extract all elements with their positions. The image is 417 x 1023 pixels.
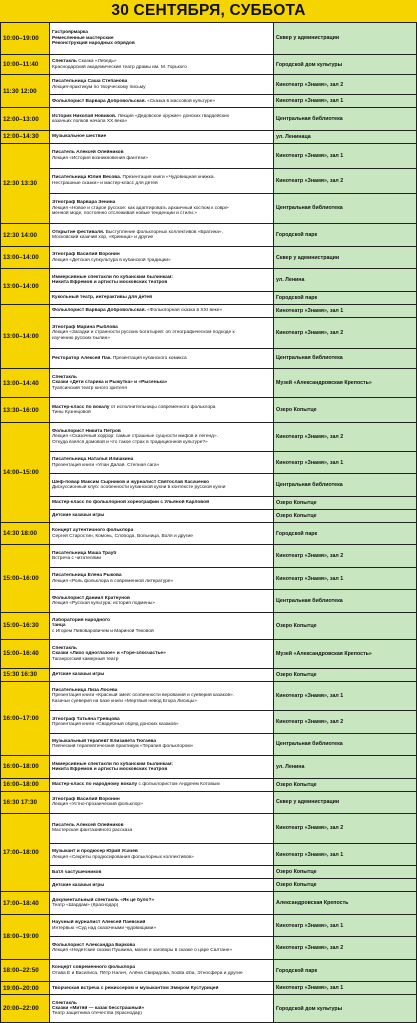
- table-row: [1, 246, 417, 269]
- table-row: [1, 423, 417, 451]
- event-line: Лекция-практикум по творческому письму: [52, 84, 146, 90]
- event-line: Гастроярмарка: [52, 30, 88, 36]
- table-row: [1, 130, 417, 143]
- time-cell: 18:00–19:00: [1, 914, 50, 959]
- venue-cell: Кинотеатр «Знамя», зал 1: [274, 304, 417, 317]
- event-line: Детские казачьи игры: [52, 882, 105, 888]
- venue-cell: Городской парк: [274, 959, 417, 982]
- table-row: [1, 368, 417, 398]
- venue-cell: Озеро Копытце: [274, 879, 417, 892]
- event-cell: [50, 567, 274, 590]
- event-cell: [50, 733, 274, 756]
- time-cell: 20:00–22:00: [1, 995, 50, 1023]
- venue-cell: Сквер у администрации: [274, 23, 417, 55]
- event-cell: [50, 398, 274, 423]
- venue-cell: Центральная библиотека: [274, 590, 417, 613]
- event-line: Лекция «Устно-прозаический фольклор»: [52, 802, 143, 808]
- venue-cell: Сквер у администрации: [274, 791, 417, 814]
- table-row: [1, 522, 417, 545]
- event-line: Сказки «Лихо одноглазое» и «Горе-злосчастье»: [52, 651, 166, 657]
- event-line: Ремесленные мастерские: [52, 35, 114, 41]
- table-row: [1, 879, 417, 892]
- event-line: Этнограф Варвара Зенина: [52, 200, 116, 206]
- event-line: Писательница Саша Степанова: [52, 79, 128, 85]
- event-title: Мастер-класс по народному вокалу: [52, 781, 139, 787]
- event-line: Писательница Наталья Илишкина: [52, 457, 134, 463]
- event-cell: [50, 879, 274, 892]
- event-cell: [50, 130, 274, 143]
- table-row: [1, 733, 417, 756]
- event-cell: [50, 640, 274, 668]
- table-row: [1, 398, 417, 423]
- event-cell: [50, 95, 274, 108]
- venue-cell: Озеро Копытце: [274, 778, 417, 791]
- event-cell: [50, 496, 274, 509]
- venue-cell: Кинотеатр «Знамя», зал 2: [274, 711, 417, 734]
- event-cell: [50, 368, 274, 398]
- event-line: [52, 308, 271, 313]
- table-row: [1, 843, 417, 866]
- venue-cell: Городской дом культуры: [274, 54, 417, 74]
- table-row: [1, 778, 417, 791]
- venue-cell: Кинотеатр «Знамя», зал 1: [274, 843, 417, 866]
- event-line: Лекция «Загадки и странности русских богатырей: об этнографическом подходе к: [52, 330, 235, 336]
- event-line: изучению русских былин»: [52, 335, 110, 341]
- event-cell: [50, 590, 274, 613]
- event-cell: [50, 681, 274, 711]
- time-cell: 13:00–14:00: [1, 304, 50, 368]
- table-row: [1, 791, 417, 814]
- venue-cell: Озеро Копытце: [274, 866, 417, 879]
- table-row: [1, 75, 417, 95]
- event-line: Спектакль: [52, 375, 77, 381]
- event-line: Певческий терапевтический практикум «Терапия фольклором»: [52, 744, 194, 750]
- event-line: Лекция «История возникновения фантези»: [52, 155, 148, 161]
- event-description: Презентация книги «Чудовищная книжка.: [122, 175, 215, 181]
- table-row: [1, 681, 417, 711]
- table-row: [1, 590, 417, 613]
- venue-cell: Озеро Копытце: [274, 398, 417, 423]
- venue-cell: Кинотеатр «Знамя», зал 2: [274, 937, 417, 960]
- event-cell: [50, 522, 274, 545]
- table-row: [1, 54, 417, 74]
- event-cell: [50, 982, 274, 995]
- time-cell: 15:00–16:00: [1, 545, 50, 613]
- event-title: Историк Николай Новиков.: [52, 113, 118, 119]
- table-row: [1, 496, 417, 509]
- time-cell: 13:00–14:40: [1, 368, 50, 398]
- venue-cell: ул. Ленинаца: [274, 130, 417, 143]
- table-row: [1, 545, 417, 568]
- event-cell: [50, 814, 274, 844]
- venue-cell: Озеро Копытце: [274, 612, 417, 639]
- venue-cell: Кинотеатр «Знамя», зал 2: [274, 168, 417, 193]
- event-cell: [50, 304, 274, 317]
- event-line: Сергей Старостин, Комонь, Слобода, Вольница, Воля и другие: [52, 533, 193, 539]
- table-row: [1, 108, 417, 131]
- event-line: Театр защитника отечества (Краснодар): [52, 1011, 142, 1017]
- event-cell: [50, 224, 274, 247]
- event-line: Спектакль: [52, 1000, 77, 1006]
- event-cell: [50, 711, 274, 734]
- event-line: [52, 99, 271, 104]
- event-description: от исполнительницы современного фольклора: [110, 405, 216, 411]
- event-line: Отава Ё и Василиса, Пётр Налич, Алёна Свиридова, hodila izba, Этносфера и другие: [52, 970, 243, 976]
- time-cell: 10:00–11:40: [1, 54, 50, 74]
- time-cell: 16:00–18:00: [1, 778, 50, 791]
- time-cell: 12:00–14:30: [1, 130, 50, 143]
- event-line: танца: [52, 623, 66, 629]
- table-row: [1, 269, 417, 292]
- table-row: [1, 23, 417, 55]
- event-description: Презентация кубанского комикса: [112, 355, 187, 361]
- event-line: [52, 782, 271, 787]
- event-line: менной моде, постоянно отслеживая новые тенденции и стили.»: [52, 211, 197, 217]
- event-cell: [50, 108, 274, 131]
- event-line: Писательница Елена Рыкова: [52, 573, 122, 579]
- venue-cell: Центральная библиотека: [274, 733, 417, 756]
- event-line: Фольклорист Александра Баркова: [52, 942, 136, 948]
- event-line: Краснодарский академический театр драмы им. М. Горького: [52, 64, 187, 70]
- event-title: Открытие фестиваля.: [52, 229, 106, 235]
- event-line: Детские казачьи игры: [52, 671, 105, 677]
- time-cell: 15:30 16:30: [1, 668, 50, 681]
- table-row: [1, 95, 417, 108]
- event-line: Встреча с читателями: [52, 556, 102, 562]
- table-row: [1, 892, 417, 915]
- venue-cell: Сквер у администрации: [274, 246, 417, 269]
- event-line: Писатель Алексей Олейников: [52, 823, 124, 829]
- event-description: «Фольклорная сказка в XXI веке»: [147, 308, 223, 314]
- event-line: Лекция «Новое и старое русское: как адаптировать архаичный костюм к совре-: [52, 205, 230, 211]
- event-cell: [50, 791, 274, 814]
- event-line: Презентация книги «Улан Далай. Степная сага»: [52, 462, 160, 468]
- venue-cell: Кинотеатр «Знамя», зал 1: [274, 914, 417, 937]
- event-cell: [50, 937, 274, 960]
- event-line: Иммерсивные спектакли по кубанским былинкам:: [52, 274, 173, 280]
- event-line: Кукольный театр, интерактивы для детей: [52, 295, 153, 301]
- event-cell: [50, 778, 274, 791]
- table-row: [1, 304, 417, 317]
- table-row: [1, 474, 417, 497]
- table-row: [1, 168, 417, 193]
- venue-cell: Городской парк: [274, 291, 417, 304]
- time-cell: 12:00–13:00: [1, 108, 50, 131]
- event-description: Лекция «Дедовское оружие» донских гвардейских: [117, 113, 230, 119]
- event-cell: [50, 668, 274, 681]
- venue-cell: Озеро Копытце: [274, 496, 417, 509]
- time-cell: 10:00–19:00: [1, 23, 50, 55]
- time-cell: 18:00–22:50: [1, 959, 50, 982]
- event-cell: [50, 269, 274, 292]
- event-line: Детские казачьи игры: [52, 513, 105, 519]
- event-line: Лекция «Сказочный хоррор: самые страшные сущности мифов и легенд».: [52, 434, 218, 440]
- event-line: Никита Ефремов и артисты московских театров: [52, 280, 168, 286]
- schedule-table: [0, 22, 417, 1023]
- time-cell: 17:00–18:40: [1, 892, 50, 915]
- event-cell: [50, 23, 274, 55]
- event-line: Творческая встреча с режиссером и музыкантом Эмиром Кустурицей: [52, 985, 219, 991]
- event-cell: [50, 914, 274, 937]
- event-line: Никита Ефремов и артисты московских театров: [52, 766, 168, 772]
- table-row: [1, 193, 417, 224]
- event-cell: [50, 423, 274, 451]
- venue-cell: Озеро Копытце: [274, 509, 417, 522]
- time-cell: 12:30 14:00: [1, 224, 50, 247]
- table-row: [1, 914, 417, 937]
- event-description: Выступление фольклорных коллективов «Братина»,: [105, 229, 223, 235]
- event-line: Научный журналист Алексей Паевский: [52, 920, 146, 926]
- event-line: Шеф-повар Максим Сырников и журналист Святослав Касаченко: [52, 479, 210, 485]
- time-cell: 15:00–16:30: [1, 612, 50, 639]
- event-title: Ресторатор Алексей Пак.: [52, 355, 113, 361]
- event-cell: [50, 474, 274, 497]
- event-line: Этнограф Татьяна Гревцова: [52, 716, 120, 722]
- event-cell: [50, 509, 274, 522]
- event-line: Документальный спектакль «Як це було?»: [52, 897, 155, 903]
- venue-cell: Кинотеатр «Знамя», зал 1: [274, 143, 417, 168]
- event-line: Реконструкция народных обрядов: [52, 41, 135, 47]
- event-cell: [50, 756, 274, 779]
- table-row: [1, 567, 417, 590]
- event-cell: [50, 959, 274, 982]
- venue-cell: Кинотеатр «Знамя», зал 2: [274, 75, 417, 95]
- event-cell: [50, 54, 274, 74]
- event-line: Лаборатория народного: [52, 617, 110, 623]
- event-line: Нестрашные сказки» и мастер-класс для детей: [52, 180, 158, 186]
- event-cell: [50, 291, 274, 304]
- event-line: Мастер-класс по фольклорной хореографии с Ульяной Карловой: [52, 500, 210, 506]
- table-row: [1, 937, 417, 960]
- event-line: Этнограф Василий Воронин: [52, 797, 120, 803]
- event-line: Писатель Алексей Олейников: [52, 150, 124, 156]
- table-row: [1, 224, 417, 247]
- event-line: Откуда взялся домовой и что такое страх в традиционной культуре?»: [52, 439, 208, 445]
- event-line: Батл частушечников: [52, 869, 102, 875]
- time-cell: 17:00–18:00: [1, 814, 50, 892]
- venue-cell: ул. Ленина: [274, 756, 417, 779]
- event-title: Писательница Юлия Весова.: [52, 175, 123, 181]
- event-line: Казачьи суеверия на базе книги «Мертвый невод Егора Лисицы»: [52, 698, 197, 704]
- venue-cell: Кинотеатр «Знамя», зал 2: [274, 545, 417, 568]
- event-line: Московский казачий хор, «Криница» и другие: [52, 235, 154, 241]
- venue-cell: Центральная библиотека: [274, 474, 417, 497]
- event-line: Презентация книги «Красный змей: особенности верований и суеверий казаков».: [52, 693, 235, 699]
- event-line: Презентация книги «Свадебный обряд донских казаков»: [52, 721, 179, 727]
- event-title: Спектакль: [52, 59, 79, 65]
- event-cell: [50, 143, 274, 168]
- venue-cell: Музей «Александровская Крепость»: [274, 640, 417, 668]
- event-line: Этнограф Марина Рыблова: [52, 324, 118, 330]
- venue-cell: Кинотеатр «Знамя», зал 2: [274, 423, 417, 451]
- venue-cell: Кинотеатр «Знамя», зал 1: [274, 982, 417, 995]
- venue-cell: Музей «Александровская Крепость»: [274, 368, 417, 398]
- event-line: Концерт аутентичного фольклора: [52, 528, 134, 534]
- event-line: Писательница Лиза Лосева: [52, 687, 118, 693]
- event-line: Мастерская фантазийного рассказа: [52, 828, 133, 834]
- time-cell: 13:00–14:00: [1, 246, 50, 269]
- table-row: [1, 451, 417, 474]
- time-cell: 14:30 18:00: [1, 522, 50, 545]
- table-row: [1, 143, 417, 168]
- event-line: с Игорем Пивоваровичем и Мариной Тековой: [52, 628, 154, 634]
- event-cell: [50, 866, 274, 879]
- event-line: Иммерсивные спектакли по кубанским былинкам:: [52, 761, 173, 767]
- venue-cell: Кинотеатр «Знамя», зал 1: [274, 681, 417, 711]
- event-description: «Сказка в массовой культуре»: [147, 98, 216, 104]
- event-title: Фольклорист Варвара Добровольская.: [52, 98, 148, 104]
- event-cell: [50, 843, 274, 866]
- event-cell: [50, 246, 274, 269]
- table-row: [1, 866, 417, 879]
- event-line: Лекция «Секреты продюсирования фольклорных коллективов»: [52, 854, 194, 860]
- event-line: Лекция «Роль фольклора в современной литературе»: [52, 578, 174, 584]
- event-line: Театр «Шардам» (Краснодар): [52, 903, 119, 909]
- event-line: Музыкальный терапевт Елизавета Тюгаева: [52, 739, 157, 744]
- event-line: [52, 356, 271, 361]
- event-description: с фольклористом Андреем Котовым: [138, 781, 220, 787]
- event-line: Сказки «Митяй — казак бесстрашный»: [52, 1005, 145, 1011]
- event-cell: [50, 317, 274, 348]
- time-cell: 16:00–18:00: [1, 756, 50, 779]
- event-cell: [50, 193, 274, 224]
- venue-cell: Городской парк: [274, 522, 417, 545]
- event-line: Дискуссионный клуб: особенности кубанской кухни в контексте русской кухни: [52, 485, 226, 491]
- event-line: Фольклорист Даниил Кратнунов: [52, 595, 130, 601]
- event-line: Интервью «Суд над сказочными чудовищами»: [52, 925, 157, 931]
- event-cell: [50, 168, 274, 193]
- table-row: [1, 348, 417, 368]
- event-cell: [50, 892, 274, 915]
- event-line: Лекция «Русская культура: история подмены»: [52, 601, 155, 607]
- event-line: Таганрогский камерный театр: [52, 656, 119, 662]
- event-line: Концерт современного фольклора: [52, 965, 136, 971]
- table-row: [1, 612, 417, 639]
- event-line: Спектакль: [52, 645, 77, 651]
- event-line: Лекция «Детская субкультура в кубанской традиции»: [52, 257, 171, 263]
- venue-cell: Городской парк: [274, 224, 417, 247]
- table-row: [1, 291, 417, 304]
- event-line: Туапсинский театр юного зрителя: [52, 385, 127, 391]
- venue-cell: Кинотеатр «Знамя», зал 1: [274, 95, 417, 108]
- event-cell: [50, 75, 274, 95]
- time-cell: 16:30 17:30: [1, 791, 50, 814]
- venue-cell: Кинотеатр «Знамя», зал 2: [274, 814, 417, 844]
- table-row: [1, 640, 417, 668]
- event-line: Писательница Маша Трауб: [52, 550, 117, 556]
- event-line: казачьих полков начала XX века»: [52, 119, 128, 125]
- event-line: Тины Кузнецовой: [52, 410, 91, 416]
- table-row: [1, 711, 417, 734]
- table-row: [1, 317, 417, 348]
- venue-cell: Городской дом культуры: [274, 995, 417, 1023]
- time-cell: 11:30 12:00: [1, 75, 50, 108]
- event-line: Фольклорист Никита Петров: [52, 428, 121, 434]
- venue-cell: Центральная библиотека: [274, 348, 417, 368]
- event-line: Музыкант и продюсер Юрий Усачев: [52, 849, 138, 855]
- venue-cell: Центральная библиотека: [274, 108, 417, 131]
- table-row: [1, 814, 417, 844]
- event-cell: [50, 995, 274, 1023]
- time-cell: 12:30 13:30: [1, 143, 50, 224]
- venue-cell: ул. Ленина: [274, 269, 417, 292]
- table-row: [1, 668, 417, 681]
- time-cell: 15:00–16:40: [1, 640, 50, 668]
- event-line: Лекция «Недетские сказки Пушкина, магия и заговоры в сказке о царе Салтане»: [52, 948, 233, 954]
- event-cell: [50, 348, 274, 368]
- event-title: Мастер-класс по вокалу: [52, 405, 111, 411]
- time-cell: 16:00–17:00: [1, 681, 50, 756]
- venue-cell: Озеро Копытце: [274, 668, 417, 681]
- event-line: Этнограф Василий Воронин: [52, 252, 120, 258]
- venue-cell: Кинотеатр «Знамя», зал 1: [274, 567, 417, 590]
- time-cell: 19:00–20:00: [1, 982, 50, 995]
- table-row: [1, 756, 417, 779]
- table-row: [1, 959, 417, 982]
- time-cell: 13:00–14:00: [1, 269, 50, 305]
- table-row: [1, 982, 417, 995]
- table-row: [1, 509, 417, 522]
- event-title: Фольклорист Варвара Добровольская.: [52, 308, 148, 314]
- event-cell: [50, 545, 274, 568]
- event-line: Музыкальное шествие: [52, 134, 107, 140]
- event-cell: [50, 451, 274, 474]
- event-line: Сказки «Дети старика и Рыжутка» и «Рысенька»: [52, 380, 168, 386]
- event-description: Сказка «Лебедь»: [78, 59, 117, 65]
- venue-cell: Кинотеатр «Знамя», зал 1: [274, 451, 417, 474]
- time-cell: 14:00–15:00: [1, 423, 50, 522]
- event-cell: [50, 612, 274, 639]
- time-cell: 13:30–16:00: [1, 398, 50, 423]
- venue-cell: Кинотеатр «Знамя», зал 2: [274, 317, 417, 348]
- venue-cell: Центральная библиотека: [274, 193, 417, 224]
- day-header: 30 СЕНТЯБРЯ, СУББОТА: [0, 0, 417, 22]
- table-row: [1, 995, 417, 1023]
- venue-cell: Александровская Крепость: [274, 892, 417, 915]
